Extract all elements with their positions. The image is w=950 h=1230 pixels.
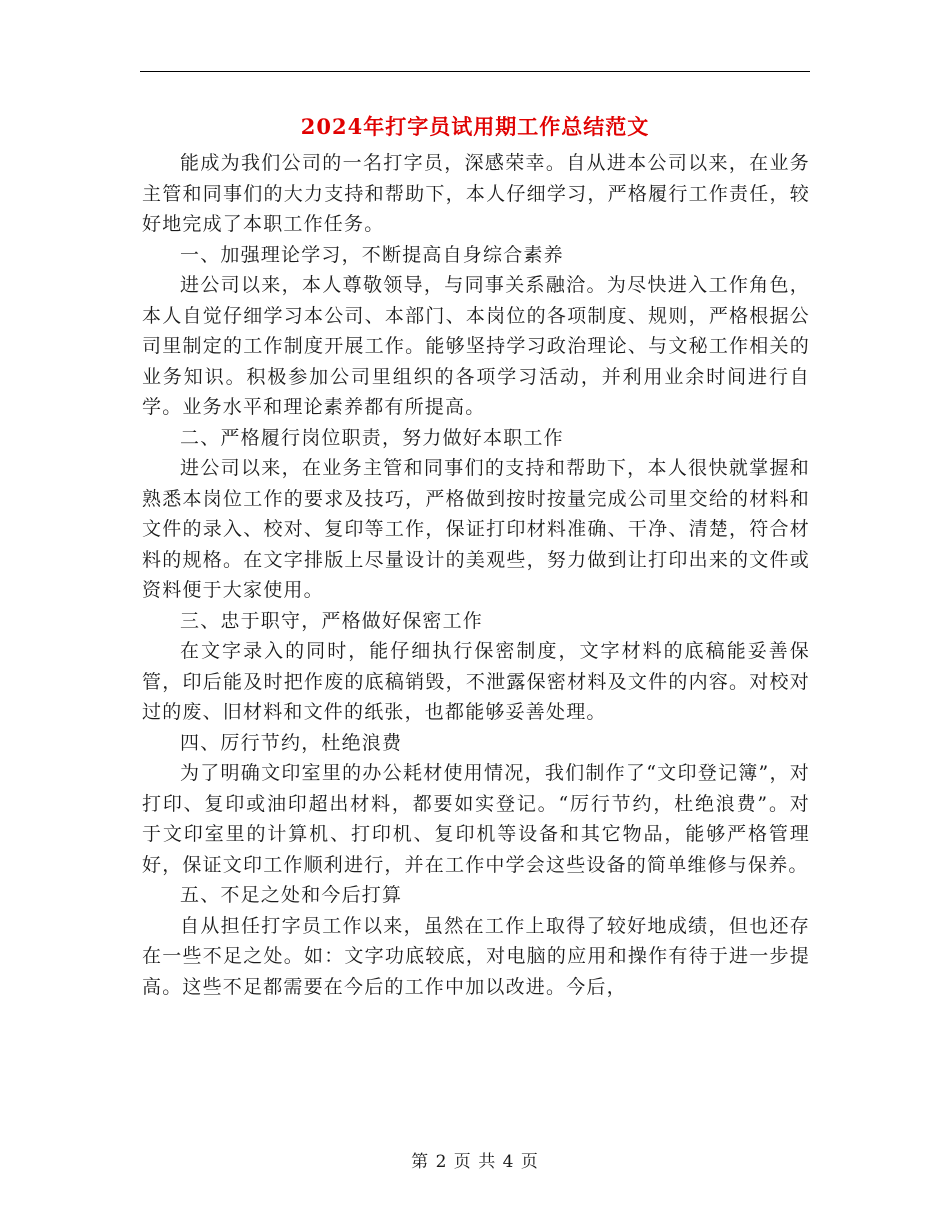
document-body bbox=[142, 148, 810, 1002]
section-heading-5: 五、不足之处和今后打算 bbox=[180, 884, 403, 906]
section-heading-1: 一、加强理论学习，不断提高自身综合素养 bbox=[180, 243, 564, 266]
section-heading-3: 三、忠于职守，严格做好保密工作 bbox=[180, 609, 484, 632]
section-paragraph-3: 在文字录入的同时，能仔细执行保密制度，文字材料的底稿能妥善保管，印后能及时把作废的底稿销毁，不泄露保密材料及文件的内容。对校对过的废、旧材料和文件的纸张，也都能够妥善处理。 bbox=[142, 640, 810, 723]
section-paragraph-5: 自从担任打字员工作以来，虽然在工作上取得了较好地成绩，但也还存在一些不足之处。如：文字功底较底，对电脑的应用和操作有待于进一步提高。这些不足都需要在今后的工作中加以改进。今后， bbox=[142, 914, 810, 998]
section-paragraph-2: 进公司以来，在业务主管和同事们的支持和帮助下，本人很快就掌握和熟悉本岗位工作的要求及技巧，严格做到按时按量完成公司里交给的材料和文件的录入、校对、复印等工作，保证打印材料准确、干净、清楚，符合材料的规格。在文字排版上尽量设计的美观些，努力做到让打印出来的文件或资料便于大家使用。 bbox=[142, 457, 810, 601]
section-paragraph-1: 进公司以来，本人尊敬领导，与同事关系融洽。为尽快进入工作角色，本人自觉仔细学习本公司、本部门、本岗位的各项制度、规则，严格根据公司里制定的工作制度开展工作。能够坚持学习政治理论、与文秘工作相关的业务知识。积极参加公司里组织的各项学习活动，并利用业余时间进行自学。业务水平和理论素养都有所提高。 bbox=[142, 274, 810, 418]
page-number: 第 2 页 共 4 页 bbox=[411, 1152, 539, 1172]
document-title: 2024年打字员试用期工作总结范文 bbox=[300, 114, 650, 139]
header-rule bbox=[140, 71, 810, 72]
intro-paragraph: 能成为我们公司的一名打字员，深感荣幸。自从进本公司以来，在业务主管和同事们的大力支持和帮助下，本人仔细学习，严格履行工作责任，较好地完成了本职工作任务。 bbox=[142, 152, 810, 235]
section-heading-2: 二、严格履行岗位职责，努力做好本职工作 bbox=[180, 426, 564, 449]
section-heading-4: 四、厉行节约，杜绝浪费 bbox=[180, 731, 403, 754]
section-paragraph-4: 为了明确文印室里的办公耗材使用情况，我们制作了“文印登记簿”，对打印、复印或油印超出材料，都要如实登记。“厉行节约，杜绝浪费”。对于文印室里的计算机、打印机、复印机等设备和其它物品，能够严格管理好，保证文印工作顺利进行，并在工作中学会这些设备的简单维修与保养。 bbox=[142, 762, 810, 876]
